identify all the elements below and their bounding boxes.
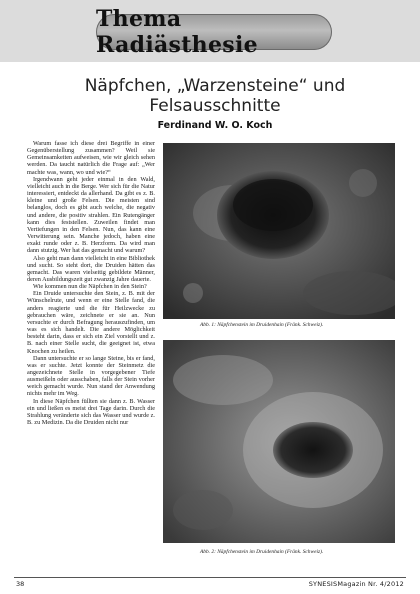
header-divider (0, 62, 420, 72)
figure-1-photo (163, 143, 395, 319)
figure-1-caption: Abb. 1: Näpfchenstein im Druidenhain (Fränk. Schweiz). (200, 322, 324, 328)
article-author: Ferdinand W. O. Koch (157, 120, 273, 131)
article-title-line-1: Näpfchen, „Warzensteine“ und (84, 76, 346, 96)
article-title-line-2: Felsausschnitte (149, 96, 281, 116)
magazine-issue: SYNESISMagazin Nr. 4/2012 (308, 580, 404, 588)
footer-rule (14, 577, 406, 578)
section-title: Thema Radiästhesie (96, 6, 258, 58)
section-banner (96, 6, 332, 58)
body-paragraph: Dann untersuchte er so lange Steine, bis er fand, was er suchte. Jetzt konnte der Steinmetz die angezeichnete Stelle in vorgegebener Tiefe ausmeißeln oder ausschaben, falls der Stein vorher weich gemacht wurde. Nun stand der Anwendung nichts mehr im Weg. (27, 354, 155, 398)
body-text-column (27, 140, 155, 568)
page-number: 38 (16, 580, 25, 588)
body-paragraph: Also geht man dann vielleicht in eine Bibliothek und sucht. So steht dort, die Druiden hätten das gemacht. Das waren vielseitig gebildete Männer, deren Ausbildungszeit gut zwanzig Jahre dauerte. (27, 254, 155, 283)
body-paragraph: Warum fasse ich diese drei Begriffe in einer Gegenüberstellung zusammen? Weil sie Gemeinsamkeiten aufweisen, wie wir gleich sehen werden. Da taucht natürlich die Frage auf: „Wer machte was, wann, wo und wie?“ (27, 140, 155, 176)
body-paragraph: Ein Druide untersuchte den Stein, z. B. mit der Wünschelrute, und wenn er eine Stelle fand, die anders reagierte und die für Heilzwecke zu gebrauchen wäre, zeichnete er sie an. Nun versuchte er durch Befragung herauszufinden, um was es sich handelt. Die andere Möglichkeit besteht darin, dass er sich ein Ziel vorstellt und z. B. nach einer Stelle sucht, die geeignet ist, etwa Knochen zu heilen. (27, 290, 155, 355)
body-paragraph: In diese Näpfchen füllten sie dann z. B. Wasser ein und ließen es meist drei Tage darin. Durch die Strahlung veränderte sich das Wasser und wurde z. B. zu Medizin. Da die Druiden nicht nur (27, 397, 155, 427)
figure-2-photo (163, 340, 395, 543)
article-title (30, 76, 400, 116)
body-paragraph: Irgendwann geht jeder einmal in den Wald, vielleicht auch in die Berge. Wer sich für die Natur interessiert, entdeckt da allerhand. Da gibt es z. B. kleine und große Felsen. Die meisten sind belanglos, doch es gibt auch welche, die negativ und andere, die positiv strahlen. Ein Rutengänger kann dies feststellen. Zuweilen findet man Vertiefungen in den Felsen. Nun, das kann eine Verwitterung sein. Manche jedoch, haben eine exakt runde oder z. B. Herzform. Da wird man dann stutzig. Wer hat das gemacht und warum? (27, 175, 155, 255)
figure-2-caption: Abb. 2: Näpfchenstein im Druidenhain (Fränk. Schweiz). (200, 549, 324, 555)
body-paragraph: Wie kommen nun die Näpfchen in den Stein? (33, 283, 147, 291)
